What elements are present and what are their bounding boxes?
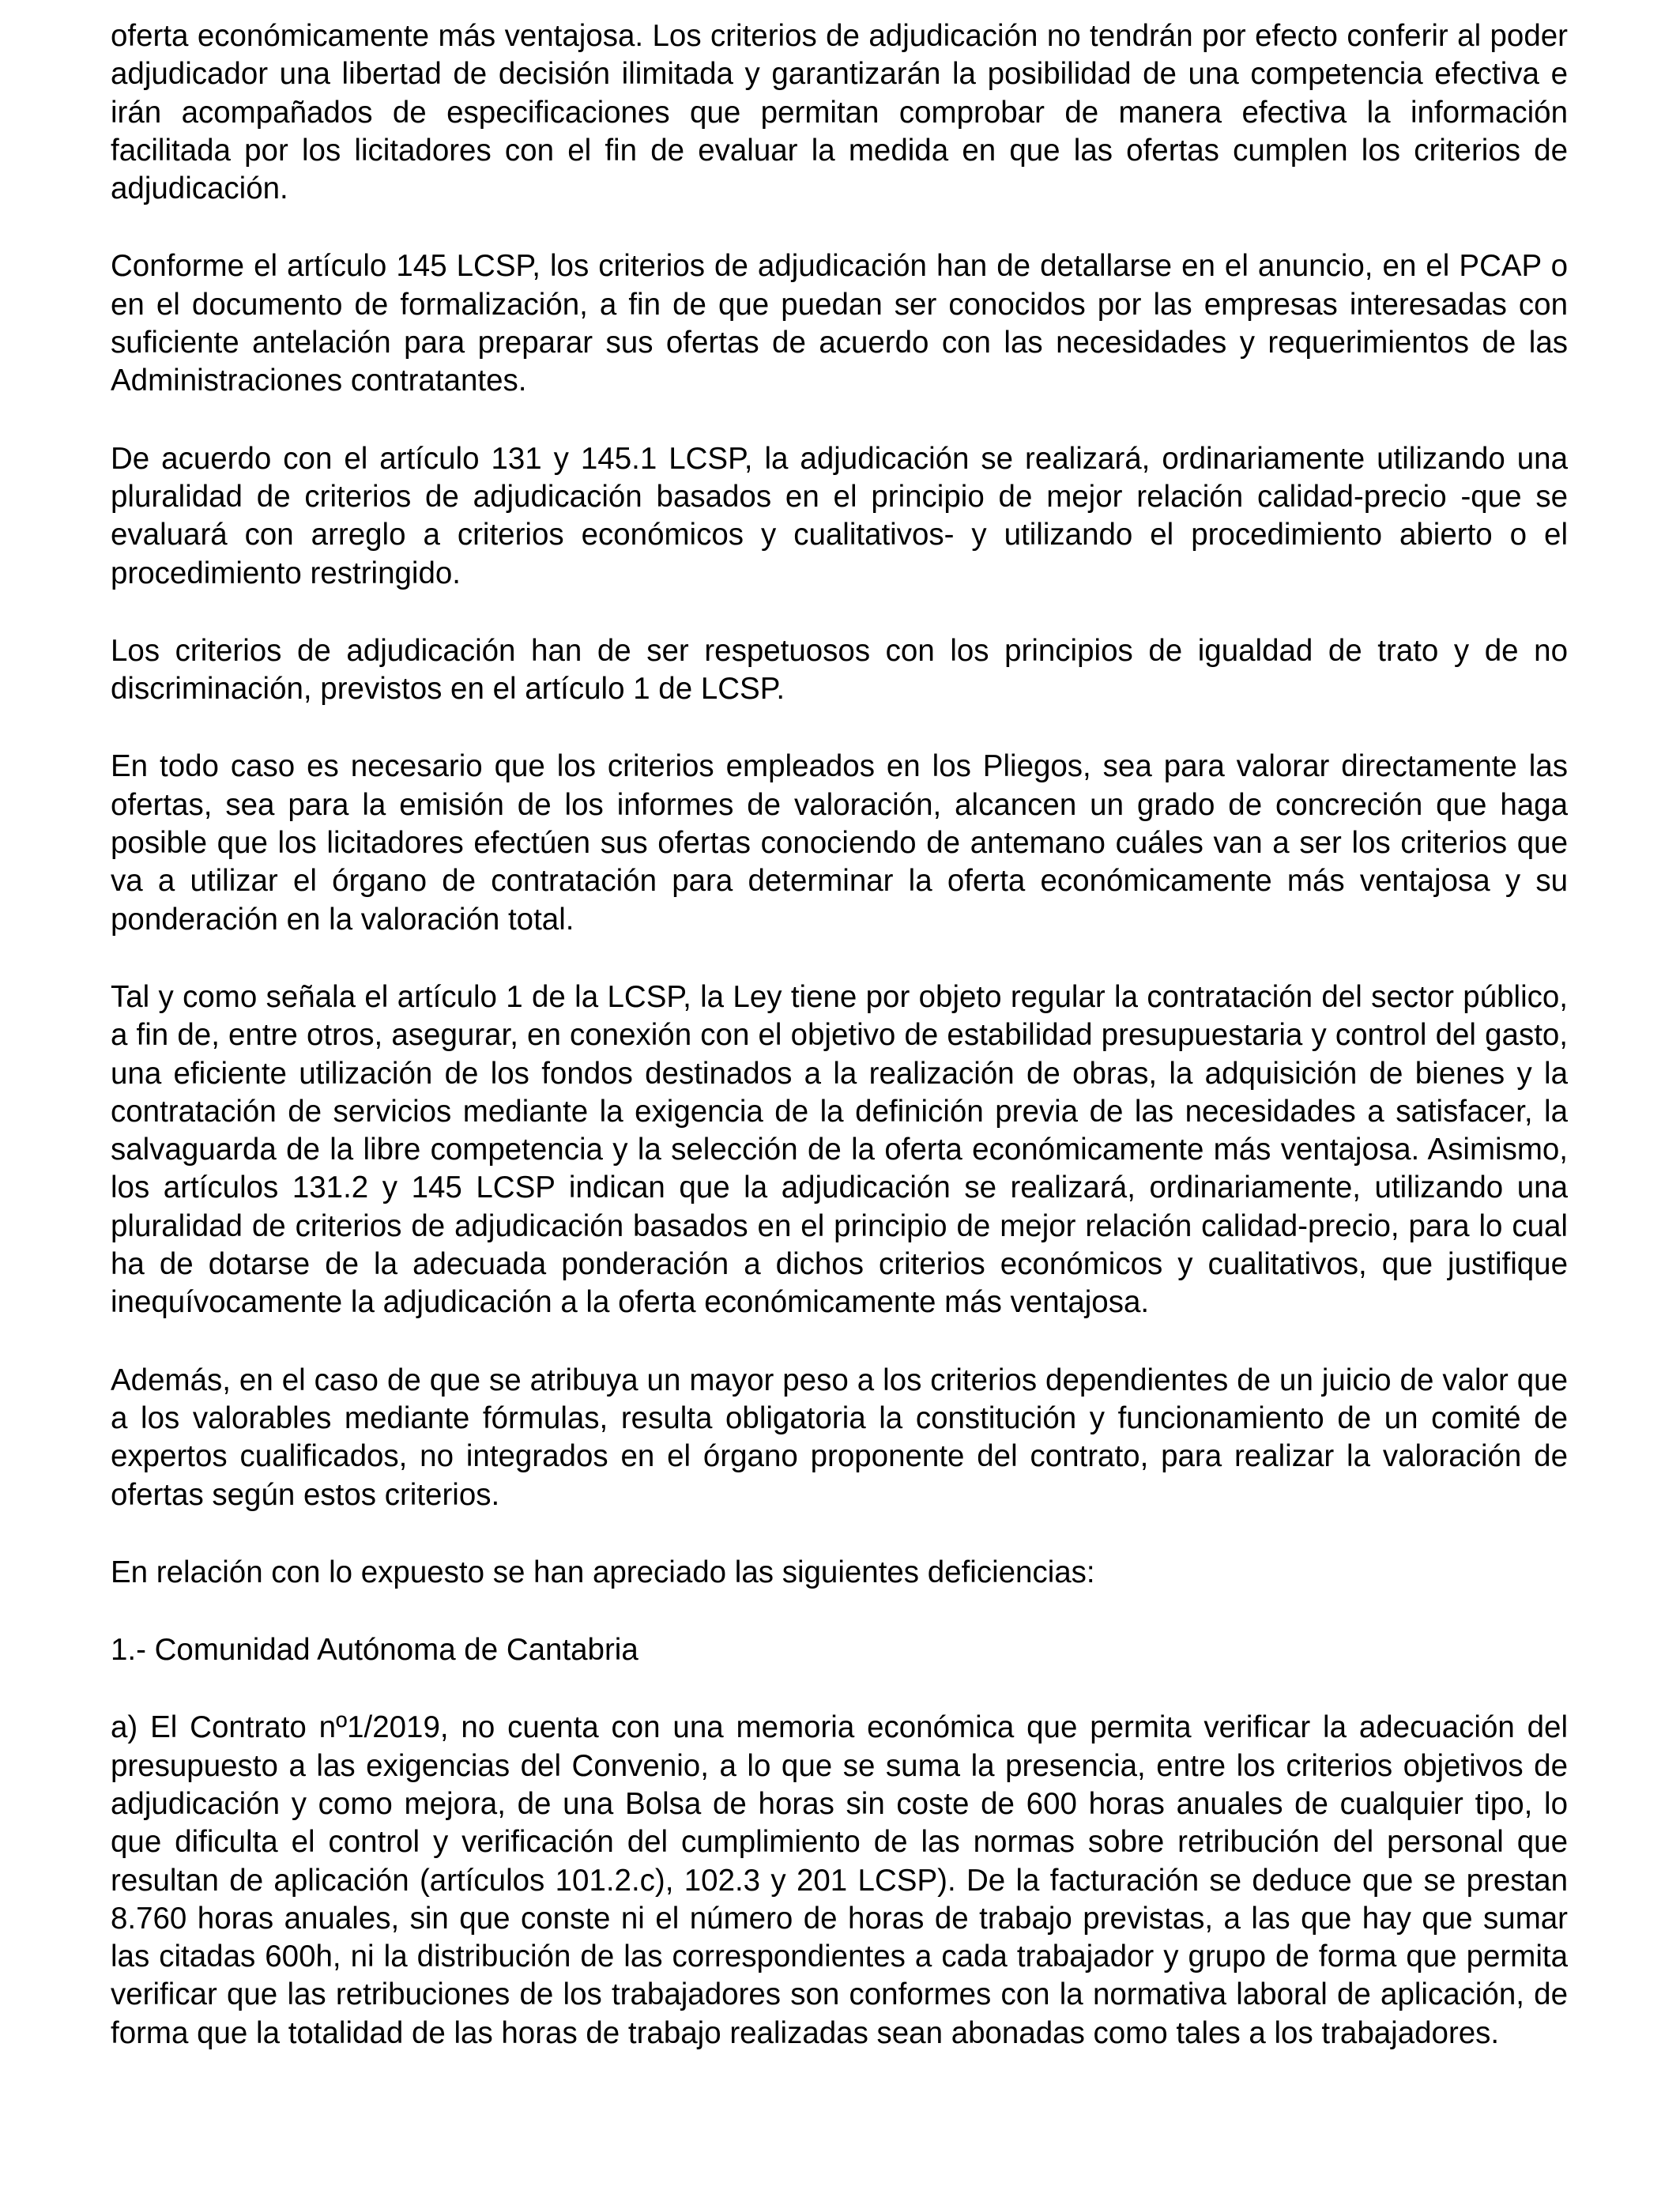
- paragraph-equal-treatment: Los criterios de adjudicación han de ser respetuosos con los principios de igualdad de trato y de no discriminación, previstos en el artículo 1 de LCSP.: [111, 633, 1568, 707]
- paragraph-concretion: En todo caso es necesario que los criterios empleados en los Pliegos, sea para valorar directamente las ofertas, sea para la emisión de los informes de valoración, alcancen un grado de concreción que haga posible que los licitadores efectúen sus ofertas conociendo de antemano cuáles van a ser los criterios que va a utilizar el órgano de contratación para determinar la oferta económicamente más ventajosa y su ponderación en la valoración total.: [111, 749, 1568, 937]
- paragraph-article-145: Conforme el artículo 145 LCSP, los criterios de adjudicación han de detallarse en el anuncio, en el PCAP o en el documento de formalización, a fin de que puedan ser conocidos por las empresas interesadas con suficiente antelación para preparar sus ofertas de acuerdo con las necesidades y requerimientos de las Administraciones contratantes.: [111, 249, 1568, 398]
- section-heading-cantabria: 1.- Comunidad Autónoma de Cantabria: [111, 1633, 638, 1668]
- paragraph-deficiencies-intro: En relación con lo expuesto se han apreciado las siguientes deficiencias:: [111, 1555, 1095, 1589]
- document-page: [111, 17, 1568, 2092]
- paragraph-article-131: De acuerdo con el artículo 131 y 145.1 LCSP, la adjudicación se realizará, ordinariamente utilizando una pluralidad de criterios de adjudicación basados en el principio de mejor relación calidad-precio -que se evaluará con arreglo a criterios económicos y cualitativos- y utilizando el procedimiento abierto o el procedimiento restringido.: [111, 441, 1568, 590]
- paragraph-article-1: Tal y como señala el artículo 1 de la LCSP, la Ley tiene por objeto regular la contratación del sector público, a fin de, entre otros, asegurar, en conexión con el objetivo de estabilidad presupuestaria y control del gasto, una eficiente utilización de los fondos destinados a la realización de obras, la adquisición de bienes y la contratación de servicios mediante la exigencia de la definición previa de las necesidades a satisfacer, la salvaguarda de la libre competencia y la selección de la oferta económicamente más ventajosa. Asimismo, los artículos 131.2 y 145 LCSP indican que la adjudicación se realizará, ordinariamente, utilizando una pluralidad de criterios de adjudicación basados en el principio de mejor relación calidad-precio, para lo cual ha de dotarse de la adecuada ponderación a dichos criterios económicos y cualitativos, que justifique inequívocamente la adjudicación a la oferta económicamente más ventajosa.: [111, 979, 1568, 1320]
- paragraph-contract-1-2019: a) El Contrato nº1/2019, no cuenta con una memoria económica que permita verificar la adecuación del presupuesto a las exigencias del Convenio, a lo que se suma la presencia, entre los criterios objetivos de adjudicación y como mejora, de una Bolsa de horas sin coste de 600 horas anuales de cualquier tipo, lo que dificulta el control y verificación del cumplimiento de las normas sobre retribución del personal que resultan de aplicación (artículos 101.2.c), 102.3 y 201 LCSP). De la facturación se deduce que se prestan 8.760 horas anuales, sin que conste ni el número de horas de trabajo previstas, a las que hay que sumar las citadas 600h, ni la distribución de las correspondientes a cada trabajador y grupo de forma que permita verificar que las retribuciones de los trabajadores son conformes con la normativa laboral de aplicación, de forma que la totalidad de las horas de trabajo realizadas sean abonadas como tales a los trabajadores.: [111, 1710, 1568, 2050]
- paragraph-criteria-continuation: oferta económicamente más ventajosa. Los criterios de adjudicación no tendrán por efecto conferir al poder adjudicador una libertad de decisión ilimitada y garantizarán la posibilidad de una competencia efectiva e irán acompañados de especificaciones que permitan comprobar de manera efectiva la información facilitada por los licitadores con el fin de evaluar la medida en que las ofertas cumplen los criterios de adjudicación.: [111, 19, 1568, 206]
- paragraph-expert-committee: Además, en el caso de que se atribuya un mayor peso a los criterios dependientes de un juicio de valor que a los valorables mediante fórmulas, resulta obligatoria la constitución y funcionamiento de un comité de expertos cualificados, no integrados en el órgano proponente del contrato, para realizar la valoración de ofertas según estos criterios.: [111, 1363, 1568, 1512]
